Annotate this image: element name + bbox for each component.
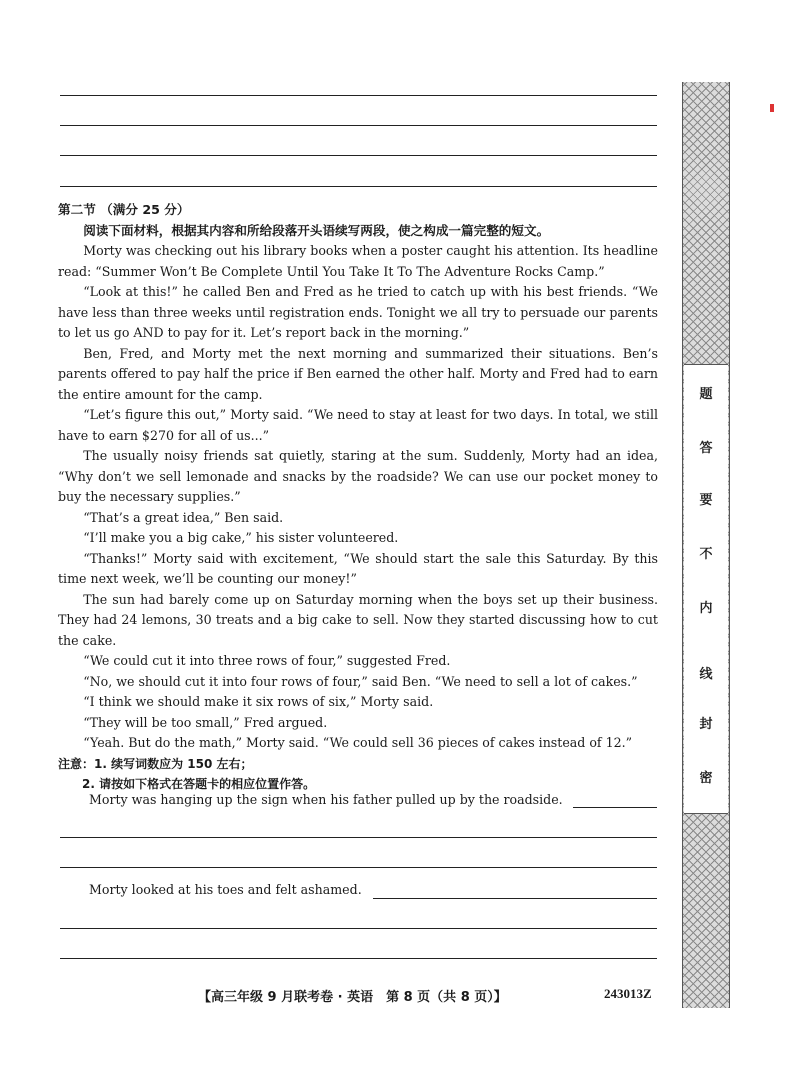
section-heading [58, 200, 658, 221]
prompt-first-blank[interactable] [573, 807, 657, 808]
passage-paragraph: “Let’s figure this out,” Morty said. “We need to stay at least for two days. In total, we still have to earn $270 for all of us...” [58, 407, 658, 443]
section-title: 第二节 [58, 202, 96, 217]
passage-paragraph: “That’s a great idea,” Ben said. [83, 509, 284, 525]
answer-line[interactable] [60, 928, 657, 929]
notes-item-2: 2. 请按如下格式在答题卡的相应位置作答。 [82, 777, 316, 791]
strip-char: 要 [699, 493, 713, 508]
passage [58, 200, 658, 795]
prompt-second-blank[interactable] [373, 898, 657, 899]
prompt-second: Morty looked at his toes and felt ashamed. [89, 882, 362, 897]
red-mark [770, 104, 774, 112]
passage-paragraph: “We could cut it into three rows of four,” suggested Fred. [83, 653, 451, 668]
strip-char: 题 [699, 387, 713, 402]
answer-line[interactable] [60, 958, 657, 959]
strip-char: 不 [699, 547, 713, 562]
answer-line [60, 186, 657, 187]
passage-paragraph: Morty was checking out his library books when a poster caught his attention. Its headline [83, 243, 658, 258]
passage-paragraph: “Thanks!” Morty said with excitement, “We should start the sale this Saturday. By this time next week, we’ll be counting our money!” [58, 550, 658, 586]
prompt-first: Morty was hanging up the sign when his father pulled up by the roadside. [89, 792, 563, 807]
strip-char: 内 [699, 601, 713, 616]
passage-paragraph: “I think we should make it six rows of six,” Morty said. [83, 694, 434, 709]
answer-line [60, 95, 657, 96]
passage-paragraph: “Yeah. But do the math,” Morty said. “We could sell 36 pieces of cakes instead of 12.” [83, 735, 633, 750]
section-score: （满分 25 分） [100, 202, 190, 217]
answer-line [60, 125, 657, 126]
answer-line[interactable] [60, 837, 657, 838]
passage-paragraph: “No, we should cut it into four rows of four,” said Ben. “We need to sell a lot of cakes.” [83, 673, 638, 689]
section-instruction: 阅读下面材料，根据其内容和所给段落开头语续写两段，使之构成一篇完整的短文。 [83, 222, 550, 238]
passage-paragraph: The sun had barely come up on Saturday morning when the boys set up their business. They had 24 lemons, 30 treats and a big cake to sell. Now they started discussing how to cut the cake. [58, 591, 658, 648]
passage-paragraph: “Look at this!” he called Ben and Fred as he tried to catch up with his best friends. “We have less than three weeks until registration ends. Tonight we all try to persuade our parents to let us go AND to pay for it. Let’s report back in the morning.” [58, 284, 658, 340]
strip-char: 答 [699, 441, 713, 456]
binding-strip-panel [684, 364, 728, 814]
strip-char: 封 [699, 717, 713, 732]
page-footer: 【高三年级 9 月联考卷 · 英语 第 8 页（共 8 页）】 [198, 990, 507, 1005]
passage-paragraph: The usually noisy friends sat quietly, staring at the sum. Suddenly, Morty had an idea, “Why don’t we sell lemonade and snacks by the roadside? We can use our pocket money to buy the necessary supplies.” [58, 448, 658, 504]
notes-label: 注意： [58, 756, 95, 771]
answer-line[interactable] [60, 867, 657, 868]
strip-char: 线 [699, 667, 713, 682]
strip-char: 密 [699, 771, 713, 786]
passage-paragraph: read: “Summer Won’t Be Complete Until You Take It To The Adventure Rocks Camp.” [58, 263, 605, 279]
passage-paragraph: “I’ll make you a big cake,” his sister volunteered. [83, 530, 399, 545]
paper-code: 243013Z [604, 986, 652, 1001]
passage-paragraph: Ben, Fred, and Morty met the next morning and summarized their situations. Ben’s parents offered to pay half the price if Ben earned the other half. Morty and Fred had to earn the entire amount for the camp. [58, 345, 658, 402]
passage-paragraph: “They will be too small,” Fred argued. [83, 714, 328, 730]
notes [58, 754, 658, 775]
answer-line [60, 155, 657, 156]
notes-item-1: 1. 续写词数应为 150 左右； [94, 756, 253, 771]
binding-strip [682, 82, 730, 1008]
